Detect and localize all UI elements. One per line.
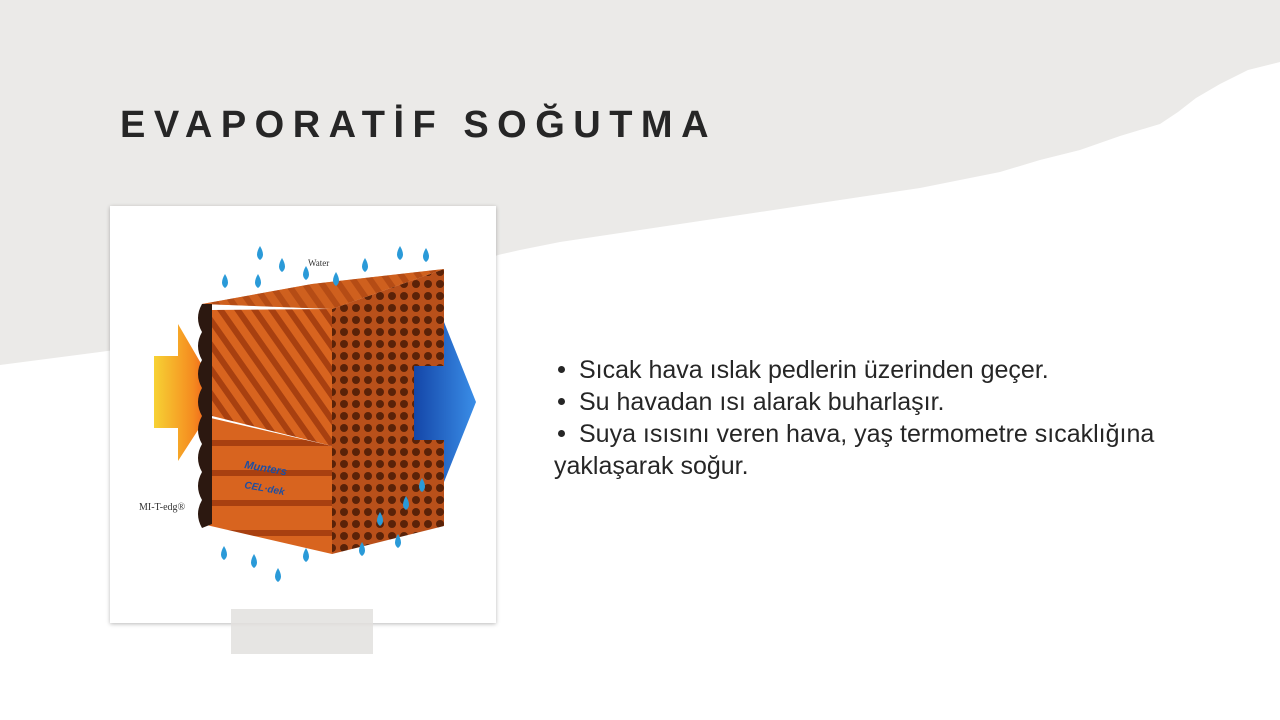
evaporative-pad-image	[110, 206, 496, 623]
bullet-text: Sıcak hava ıslak pedlerin üzerinden geçer.	[579, 356, 1049, 384]
bullet-text: Suya ısısını veren hava, yaş termometre sıcaklığına yaklaşarak soğur.	[554, 420, 1155, 480]
bullet-dot-icon	[558, 366, 565, 373]
bullet-item	[554, 418, 1194, 482]
edge-label: MI-T-edg®	[139, 502, 186, 513]
bullet-item	[554, 354, 1194, 386]
bullet-dot-icon	[558, 398, 565, 405]
water-label: Water	[308, 258, 330, 268]
product-label: CEL·dek	[243, 480, 286, 498]
brand-label: Munters	[243, 459, 288, 479]
bullet-item	[554, 386, 1194, 418]
slide-title: EVAPORATİF SOĞUTMA	[120, 104, 718, 146]
bullet-text: Su havadan ısı alarak buharlaşır.	[579, 388, 945, 416]
tape-strip	[231, 609, 373, 654]
bullet-dot-icon	[558, 430, 565, 437]
bullet-list	[554, 354, 1194, 482]
